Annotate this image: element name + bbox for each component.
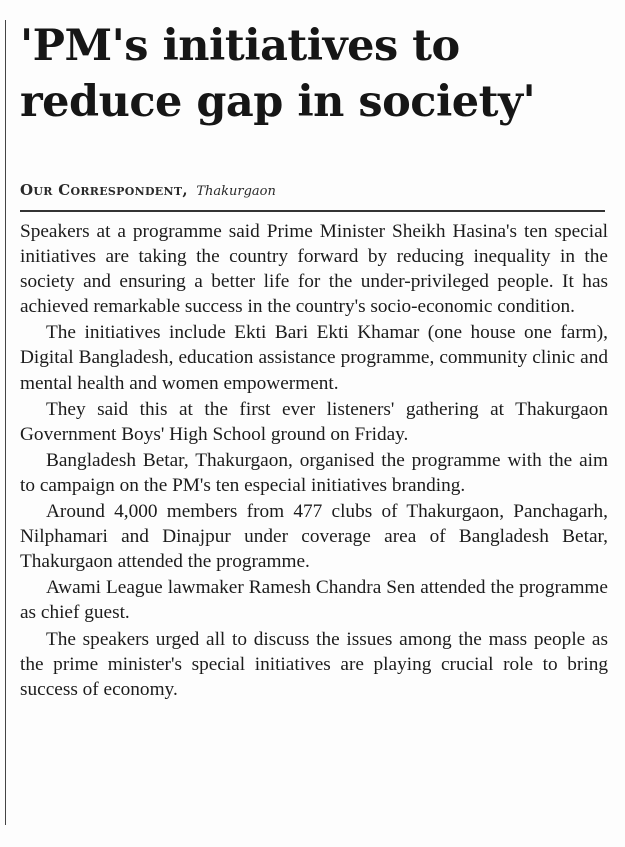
paragraph: Awami League lawmaker Ramesh Chandra Sen attended the programme as chief guest. (20, 577, 608, 624)
paragraph: Around 4,000 members from 477 clubs of Thakurgaon, Panchagarh, Nilphamari and Dinajpur under coverage area of Bangladesh Betar, Thakurgaon attended the programme. (20, 501, 608, 573)
byline (20, 180, 276, 202)
paragraph: They said this at the first ever listeners' gathering at Thakurgaon Government Boys' High School ground on Friday. (20, 398, 608, 445)
byline-rule (20, 210, 605, 212)
paragraph: Bangladesh Betar, Thakurgaon, organised the programme with the aim to campaign on the PM's ten especial initiatives branding. (20, 449, 608, 496)
paragraph: Speakers at a programme said Prime Minister Sheikh Hasina's ten special initiatives are taking the country forward by reducing inequality in the society and ensuring a better life for the under-privileged people. It has achieved remarkable success in the country's socio-economic condition. (20, 221, 608, 318)
headline: 'PM's initiatives to reduce gap in society' (20, 21, 536, 127)
paragraph: The initiatives include Ekti Bari Ekti Khamar (one house one farm), Digital Bangladesh, education assistance programme, community clinic and mental health and women empowerment. (20, 322, 608, 394)
paragraph: The speakers urged all to discuss the issues among the mass people as the prime minister's special initiatives are playing crucial role to bring success of economy. (20, 628, 608, 700)
article-body (20, 219, 608, 703)
column-rule (5, 20, 6, 825)
byline-location: Thakurgaon (196, 184, 276, 199)
byline-author: Our Correspondent, (20, 181, 188, 199)
